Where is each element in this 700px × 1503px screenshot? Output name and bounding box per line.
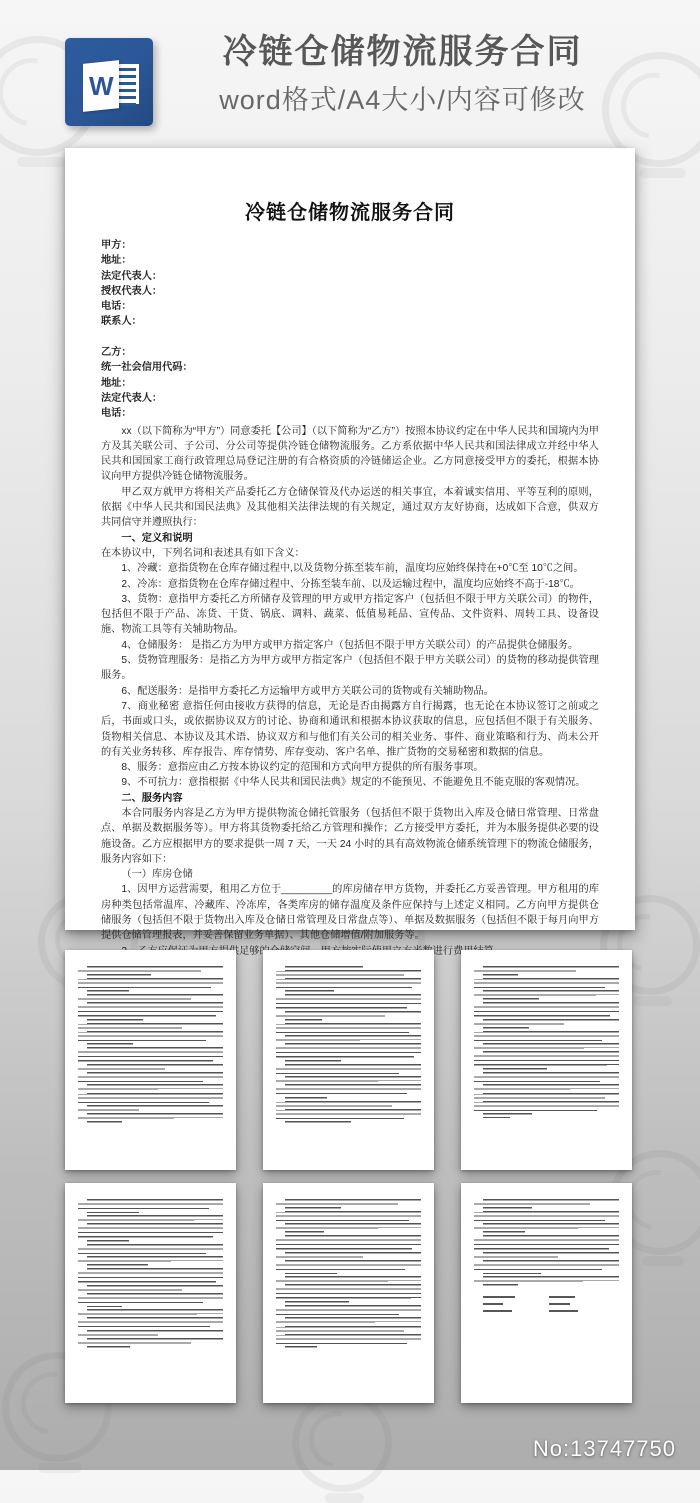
thumbnail-text-paragraph <box>474 1252 619 1258</box>
contract-paragraph: 1、冷藏：意指货物在仓库存储过程中,以及货物分拣至装车前，温度均应始终保持在+0℃至 10℃之间。 <box>121 563 584 575</box>
contract-paragraph: 1、因甲方运营需要，租用乙方位于_________的库房储存甲方货物，并委托乙方妥善管理。甲方租用的库房种类包括常温库、冷藏库、冷冻库，各类库房的储存温度及条件应保持与上述定义相同。乙方向甲方提供仓储服务（包括但不限于货物出入库及仓储日常管理及日常盘点等）、单据及数据服务（包括但不限于每月向甲方提供仓储管理报表，并妥善保留业务单据）、其他仓储增值/附加服务等。 <box>101 884 599 942</box>
thumbnail-text-paragraph <box>276 966 421 968</box>
contract-section-heading: 二、服务内容 <box>121 792 183 804</box>
thumbnail-text-paragraph <box>78 1093 223 1104</box>
thumbnail-text-paragraph <box>474 1199 619 1205</box>
thumbnail-text-paragraph <box>276 1101 421 1107</box>
thumbnail-text-paragraph <box>474 998 619 1000</box>
thumbnail-text-paragraph <box>474 1101 619 1112</box>
thumbnail-text-paragraph <box>78 1199 223 1210</box>
party-a-field-label: 联系人： <box>101 316 142 328</box>
contract-page-2-thumbnail[interactable] <box>65 950 236 1170</box>
thumbnail-text-paragraph <box>78 1330 223 1336</box>
document-page-1-preview[interactable] <box>65 148 635 942</box>
thumbnail-text-paragraph <box>474 1235 619 1250</box>
thumbnail-text-paragraph <box>276 1064 421 1075</box>
thumbnail-text-paragraph <box>78 1105 223 1111</box>
stock-image-number: No:13747750 <box>532 1436 676 1461</box>
party-b-field-label: 统一社会信用代码： <box>101 362 193 374</box>
thumbnail-text-paragraph <box>276 1060 421 1062</box>
contract-paragraph: （一）库房仓储 <box>121 869 193 881</box>
thumbnail-text-paragraph <box>474 974 619 976</box>
thumbnail-text-paragraph <box>474 1027 619 1029</box>
thumbnail-text-paragraph <box>276 1121 421 1123</box>
contract-body-text <box>101 424 599 959</box>
thumbnail-text-paragraph <box>276 1317 421 1323</box>
thumbnail-text-paragraph <box>474 1276 619 1282</box>
thumbnail-text-paragraph <box>78 1285 223 1291</box>
thumbnail-text-paragraph <box>276 1043 421 1058</box>
thumbnail-text-paragraph <box>474 1019 619 1025</box>
contract-paragraph: 在本协议中，下列名词和表述具有如下含义： <box>101 547 305 559</box>
thumbnail-text-paragraph <box>474 1207 619 1209</box>
thumbnail-text-paragraph <box>276 1273 421 1275</box>
thumbnail-text-paragraph <box>276 1276 421 1282</box>
thumbnail-text-paragraph <box>474 990 619 996</box>
thumbnail-text-paragraph <box>78 1084 223 1090</box>
thumbnail-text-paragraph <box>78 1023 223 1029</box>
contract-title: 冷链仓储物流服务合同 <box>245 202 455 224</box>
thumbnail-text-paragraph <box>78 1317 223 1328</box>
thumbnail-text-paragraph <box>276 1023 421 1034</box>
thumbnail-text-paragraph <box>474 1043 619 1049</box>
contract-paragraph: 7、商业秘密 意指任何由接收方获得的信息，无论是否由揭露方自行揭露，也无论在本协议签订之前或之后，书面或口头，或依据协议双方的讨论、协商和通讯和根据本协议获取的信息，应包括但不限于有关服务、货物相关信息、本协议及其术语、协议双方和与他们有关公司的相关业务、事件、商业策略和行为、尚未公开的有关业务转移、库存报告、库存情势、库存变动、客户名单、推广货物的交易秘密和数据的信息。 <box>101 700 599 758</box>
party-a-field-label: 甲方： <box>101 240 132 251</box>
party-a-fields <box>101 238 599 330</box>
contract-paragraph: 9、不可抗力：意指根据《中华人民共和国民法典》规定的不能预见、不能避免且不能克服的客观情况。 <box>121 777 586 789</box>
thumbnail-text-paragraph <box>78 974 223 976</box>
party-b-field-label: 地址： <box>101 377 132 389</box>
thumbnail-text-paragraph <box>276 1301 421 1303</box>
thumbnail-text-paragraph <box>276 1109 421 1120</box>
contract-paragraph: 4、仓储服务： 是指乙方为甲方或甲方指定客户（包括但不限于甲方关联公司）的产品提供仓储服务。 <box>121 639 579 651</box>
blank-line <box>101 330 599 345</box>
thumbnail-text-paragraph <box>474 1273 619 1275</box>
thumbnail-text-paragraph <box>276 1284 421 1299</box>
contract-page-7-thumbnail[interactable] <box>461 1183 632 1403</box>
thumbnail-text-paragraph <box>78 1244 223 1255</box>
thumbnail-text-paragraph <box>78 1268 223 1283</box>
thumbnail-text-paragraph <box>276 994 421 1009</box>
thumbnail-text-paragraph <box>276 1231 421 1233</box>
thumbnail-text-paragraph <box>276 1019 421 1021</box>
header-text-block <box>165 30 640 117</box>
thumbnail-text-paragraph <box>78 1031 223 1042</box>
contract-page-5-thumbnail[interactable] <box>65 1183 236 1403</box>
thumbnail-text-paragraph <box>78 1346 223 1348</box>
thumbnail-text-paragraph <box>474 978 619 989</box>
contract-page-6-thumbnail[interactable] <box>263 1183 434 1403</box>
contract-paragraph: 8、服务：意指应由乙方按本协议约定的范围和方式向甲方提供的所有服务事项。 <box>121 762 484 774</box>
thumbnail-text-paragraph <box>78 1002 223 1017</box>
thumbnail-text-paragraph <box>474 1068 619 1070</box>
thumbnail-text-paragraph <box>78 1306 223 1308</box>
contract-section-heading: 一、定义和说明 <box>121 532 193 544</box>
thumbnail-text-paragraph <box>78 1223 223 1238</box>
ms-word-icon <box>65 38 153 126</box>
thumbnail-text-paragraph <box>78 994 223 1000</box>
thumbnail-text-paragraph <box>276 1035 421 1041</box>
thumbnail-text-paragraph <box>276 1346 421 1348</box>
thumbnail-text-paragraph <box>474 1002 619 1017</box>
thumbnail-text-paragraph <box>276 1097 421 1099</box>
thumbnail-text-paragraph <box>276 1252 421 1258</box>
thumbnail-text-paragraph <box>78 1309 223 1315</box>
party-a-field-label: 地址： <box>101 255 132 267</box>
thumbnail-text-paragraph <box>474 1031 619 1042</box>
contract-paragraph: xx（以下简称为“甲方”）同意委托【公司】（以下简称为“乙方”）按照本协议约定在中华人民共和国境内为甲方及其关联公司、子公司、分公司等提供冷链仓储物流服务。乙方系依据中华人民共和国法律成立并经中华人民共和国国家工商行政管理总局登记注册的有合格资质的冷链储运企业。乙方同意接受甲方的委托，根据本协议向甲方提供冷链仓储物流服务。 <box>101 425 599 483</box>
thumbnail-text-paragraph <box>78 990 223 992</box>
contract-paragraph: 6、配送服务：是指甲方委托乙方运输甲方或甲方关联公司的货物或有关辅助物品。 <box>121 685 494 697</box>
thumbnail-text-paragraph <box>474 966 619 972</box>
thumbnail-text-paragraph <box>276 1334 421 1345</box>
party-a-field-label: 电话： <box>101 301 132 313</box>
template-format-note: word格式/A4大小/内容可修改 <box>219 85 586 116</box>
thumbnail-text-paragraph <box>78 1212 223 1214</box>
party-b-field-label: 电话： <box>101 408 132 420</box>
party-b-field-label: 法定代表人： <box>101 392 163 404</box>
contract-page-4-thumbnail[interactable] <box>461 950 632 1170</box>
thumbnail-text-paragraph <box>474 1051 619 1066</box>
thumbnail-text-paragraph <box>474 1084 619 1090</box>
thumbnail-text-paragraph <box>276 1223 421 1229</box>
word-icon-letter: W <box>88 70 114 101</box>
site-watermark-icon <box>292 1392 392 1492</box>
thumbnail-text-paragraph <box>276 1211 421 1222</box>
word-icon-w-page <box>83 60 119 112</box>
thumbnail-text-paragraph <box>276 1076 421 1082</box>
contract-page-3-thumbnail[interactable] <box>263 950 434 1170</box>
thumbnail-text-paragraph <box>78 978 223 989</box>
party-a-field-label: 法定代表人： <box>101 270 163 282</box>
thumbnail-text-paragraph <box>276 1199 421 1205</box>
thumbnail-text-paragraph <box>78 1047 223 1062</box>
thumbnail-text-paragraph <box>78 1264 223 1266</box>
thumbnail-text-paragraph <box>474 1284 619 1286</box>
thumbnail-text-paragraph <box>78 1019 223 1021</box>
party-b-field-label: 乙方： <box>101 347 132 359</box>
thumbnail-text-paragraph <box>78 1215 223 1221</box>
thumbnail-text-paragraph <box>276 1235 421 1250</box>
thumbnail-text-paragraph <box>276 1207 421 1209</box>
signature-block <box>474 1294 619 1315</box>
thumbnail-text-paragraph <box>276 1260 421 1271</box>
contract-paragraph: 甲乙双方就甲方将相关产品委托乙方仓储保管及代办运送的相关事宜，本着诚实信用、平等互利的原则，依据《中华人民共和国民法典》及其他相关法律法规的有关规定，通过双方友好协商，达成如下合意，供双方共同信守并遵照执行： <box>101 486 599 529</box>
thumbnail-text-paragraph <box>276 1011 421 1017</box>
thumbnail-text-paragraph <box>474 1093 619 1099</box>
party-b-fields <box>101 345 599 421</box>
thumbnail-text-paragraph <box>78 966 223 972</box>
thumbnail-text-paragraph <box>78 1064 223 1070</box>
thumbnail-text-paragraph <box>78 1293 223 1304</box>
thumbnail-text-paragraph <box>276 978 421 989</box>
contract-paragraph: 3、货物：意指甲方委托乙方所储存及管理的甲方或甲方指定客户（包括但不限于甲方关联公司）的物件，包括但不限于产品、冻货、干货、锅底、调料、蔬菜、低值易耗品、宣传品、文件资料、周转工具、设备设施、物流工具等有关辅助物品。 <box>101 593 599 636</box>
contract-paragraph: 2、冷冻：意指货物在仓库存储过程中、分拣至装车前、以及运输过程中，温度均应始终不高于-18℃。 <box>121 578 580 590</box>
thumbnail-text-paragraph <box>78 1121 223 1123</box>
thumbnail-text-paragraph <box>78 1256 223 1262</box>
thumbnail-text-paragraph <box>474 1113 619 1115</box>
thumbnail-text-paragraph <box>474 1223 619 1229</box>
thumbnail-text-paragraph <box>78 1043 223 1045</box>
template-title: 冷链仓储物流服务合同 <box>222 33 583 71</box>
thumbnail-text-paragraph <box>276 990 421 992</box>
thumbnail-text-paragraph <box>78 1113 223 1119</box>
contract-paragraph: 本合同服务内容是乙方为甲方提供物流仓储托管服务（包括但不限于货物出入库及仓储日常管理、日常盘点、单据及数据服务等）。甲方将其货物委托给乙方管理和操作；乙方接受甲方委托，并为本服务提供必要的设施设备。乙方应根据甲方的要求提供一周 7 天，一天 24 小时的具有高效物流仓储系统管理下的物流仓储服务，服务内容如下： <box>101 807 599 865</box>
thumbnail-text-paragraph <box>474 1231 619 1233</box>
preview-header <box>0 0 700 148</box>
thumbnail-text-paragraph <box>276 1084 421 1095</box>
thumbnail-text-paragraph <box>276 1326 421 1332</box>
thumbnail-text-paragraph <box>474 1211 619 1222</box>
thumbnail-text-paragraph <box>78 1240 223 1242</box>
thumbnail-text-paragraph <box>78 1338 223 1344</box>
thumbnail-text-paragraph <box>474 1072 619 1083</box>
party-a-field-label: 授权代表人： <box>101 285 163 297</box>
thumbnail-text-paragraph <box>474 1260 619 1271</box>
thumbnail-text-paragraph <box>78 1072 223 1083</box>
thumbnail-text-paragraph <box>276 1305 421 1316</box>
thumbnail-text-paragraph <box>276 970 421 976</box>
contract-paragraph: 5、货物管理服务：是指乙方为甲方或甲方指定客户（包括但不限于甲方关联公司）的货物的移动提供管理服务。 <box>101 655 599 682</box>
thumbnail-text-paragraph <box>474 1117 619 1119</box>
